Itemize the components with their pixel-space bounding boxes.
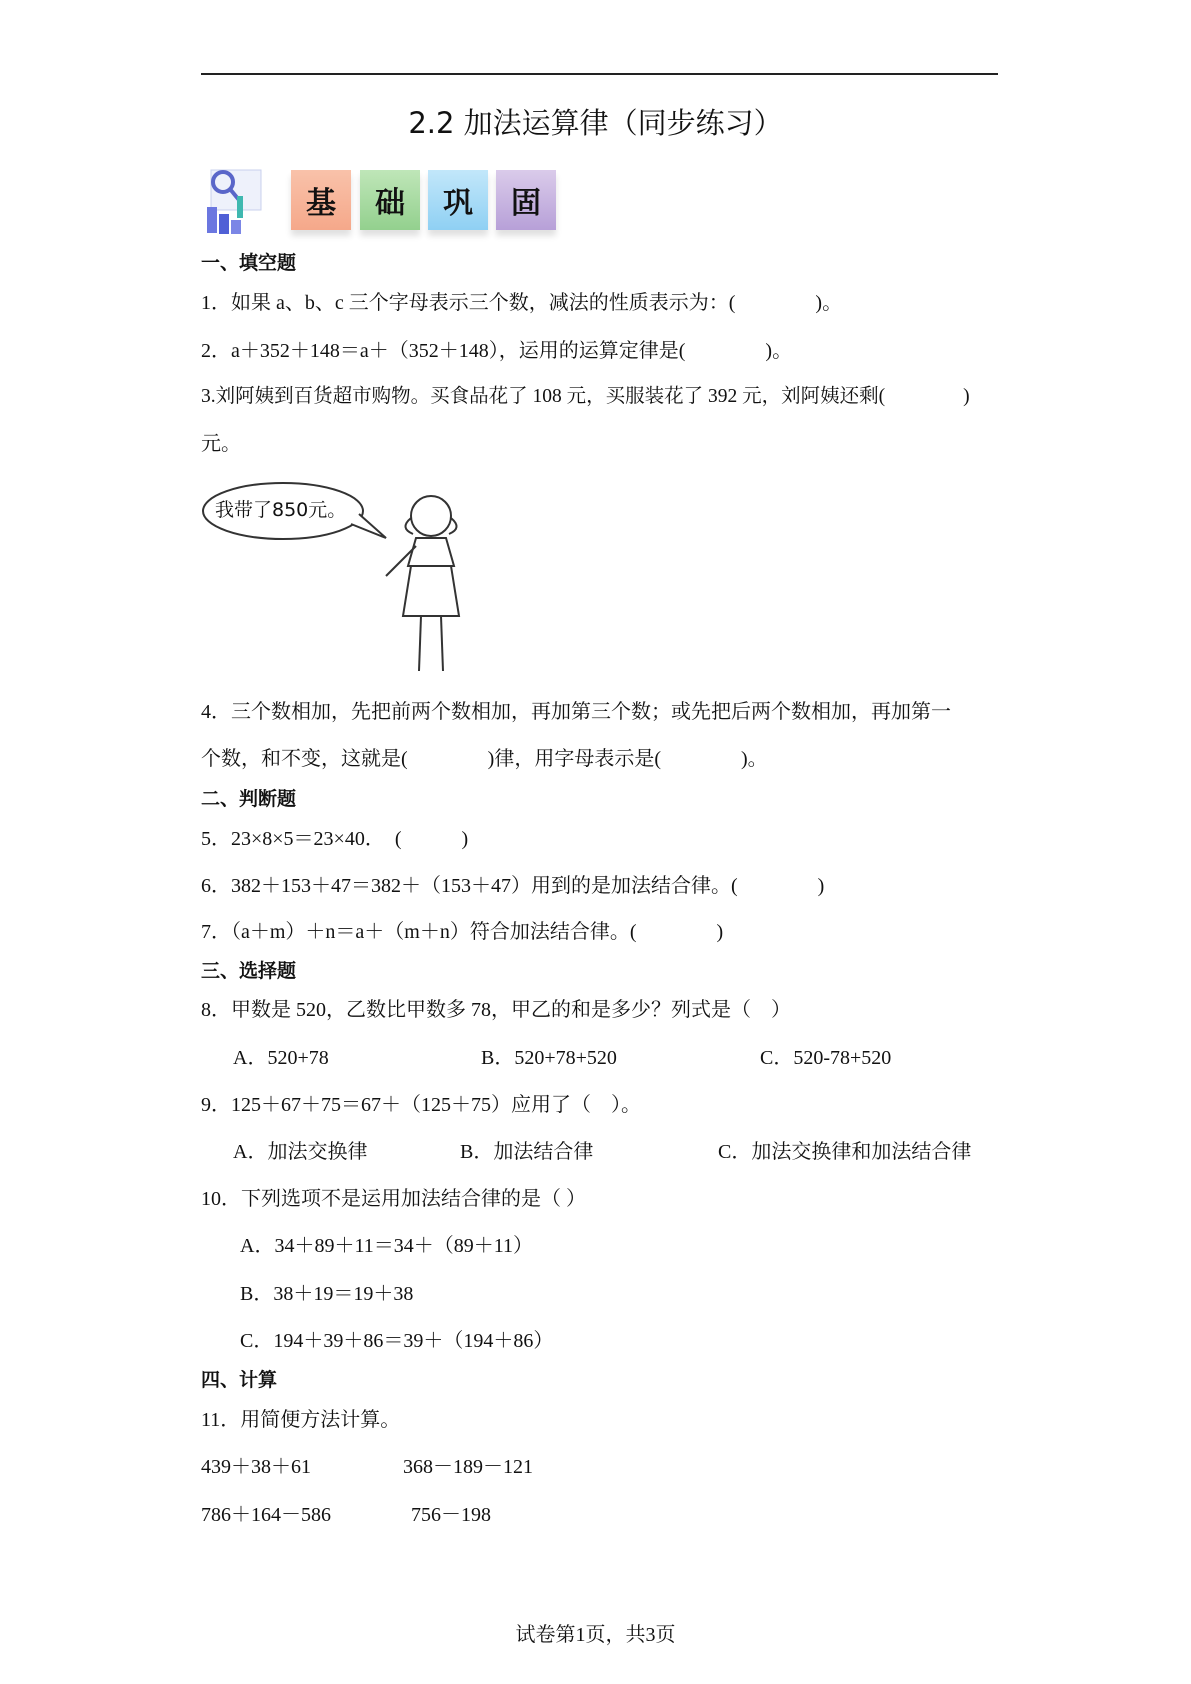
section-heading-fill: 一、填空题 — [201, 252, 297, 274]
question-3-cont: 元。 — [201, 433, 241, 455]
banner-tile-2: 础 — [360, 170, 420, 230]
question-9: 9．125＋67＋75＝67＋（125＋75）应用了（ ）。 — [201, 1094, 641, 1116]
calc-expression-4: 756－198 — [411, 1504, 491, 1526]
question-3: 3.刘阿姨到百货超市购物。买食品花了 108 元，买服装花了 392 元，刘阿姨还剩( ) — [201, 386, 970, 407]
question-4: 4．三个数相加，先把前两个数相加，再加第三个数；或先把后两个数相加，再加第一 — [201, 701, 951, 723]
page-title: 2.2 加法运算律（同步练习） — [408, 106, 783, 140]
question-10-option-c: C．194＋39＋86＝39＋（194＋86） — [240, 1330, 554, 1352]
section-heading-choice: 三、选择题 — [201, 960, 297, 982]
question-1: 1．如果 a、b、c 三个字母表示三个数，减法的性质表示为：( )。 — [201, 292, 843, 314]
banner-tile-3: 巩 — [428, 170, 488, 230]
question-10-option-a: A．34＋89＋11＝34＋（89＋11） — [240, 1235, 533, 1257]
question-10: 10．下列选项不是运用加法结合律的是（ ） — [201, 1188, 586, 1210]
question-9-option-b: B．加法结合律 — [460, 1141, 594, 1163]
page-footer: 试卷第1页，共3页 — [515, 1624, 676, 1646]
question-8: 8．甲数是 520，乙数比甲数多 78，甲乙的和是多少？列式是（ ） — [201, 999, 791, 1021]
banner-tile-1: 基 — [291, 170, 351, 230]
header-rule — [201, 73, 998, 75]
question-9-option-c: C．加法交换律和加法结合律 — [718, 1141, 972, 1163]
calc-expression-1: 439＋38＋61 — [201, 1456, 311, 1478]
question-5: 5．23×8×5＝23×40． ( ) — [201, 828, 469, 850]
question-8-option-b: B．520+78+520 — [481, 1047, 617, 1069]
section-heading-judge: 二、判断题 — [201, 788, 297, 810]
calc-expression-2: 368－189－121 — [403, 1456, 533, 1478]
analytics-illustration-icon — [201, 162, 276, 237]
girl-illustration — [201, 476, 471, 682]
question-8-option-a: A．520+78 — [233, 1047, 329, 1069]
question-9-option-a: A．加法交换律 — [233, 1141, 368, 1163]
question-2: 2．a＋352＋148＝a＋（352＋148），运用的运算定律是( )。 — [201, 340, 793, 362]
question-11: 11．用简便方法计算。 — [201, 1409, 401, 1431]
question-8-option-c: C．520-78+520 — [760, 1047, 892, 1069]
section-heading-calc: 四、计算 — [201, 1369, 278, 1391]
question-4-cont: 个数，和不变，这就是( )律，用字母表示是( )。 — [201, 748, 768, 770]
banner-tile-4: 固 — [496, 170, 556, 230]
question-6: 6．382＋153＋47＝382＋（153＋47）用到的是加法结合律。( ) — [201, 875, 825, 897]
speech-bubble-text: 我带了850元。 — [215, 499, 347, 521]
calc-expression-3: 786＋164－586 — [201, 1504, 331, 1526]
question-7: 7．（a＋m）＋n＝a＋（m＋n）符合加法结合律。( ) — [201, 921, 724, 943]
question-10-option-b: B．38＋19＝19＋38 — [240, 1283, 414, 1305]
